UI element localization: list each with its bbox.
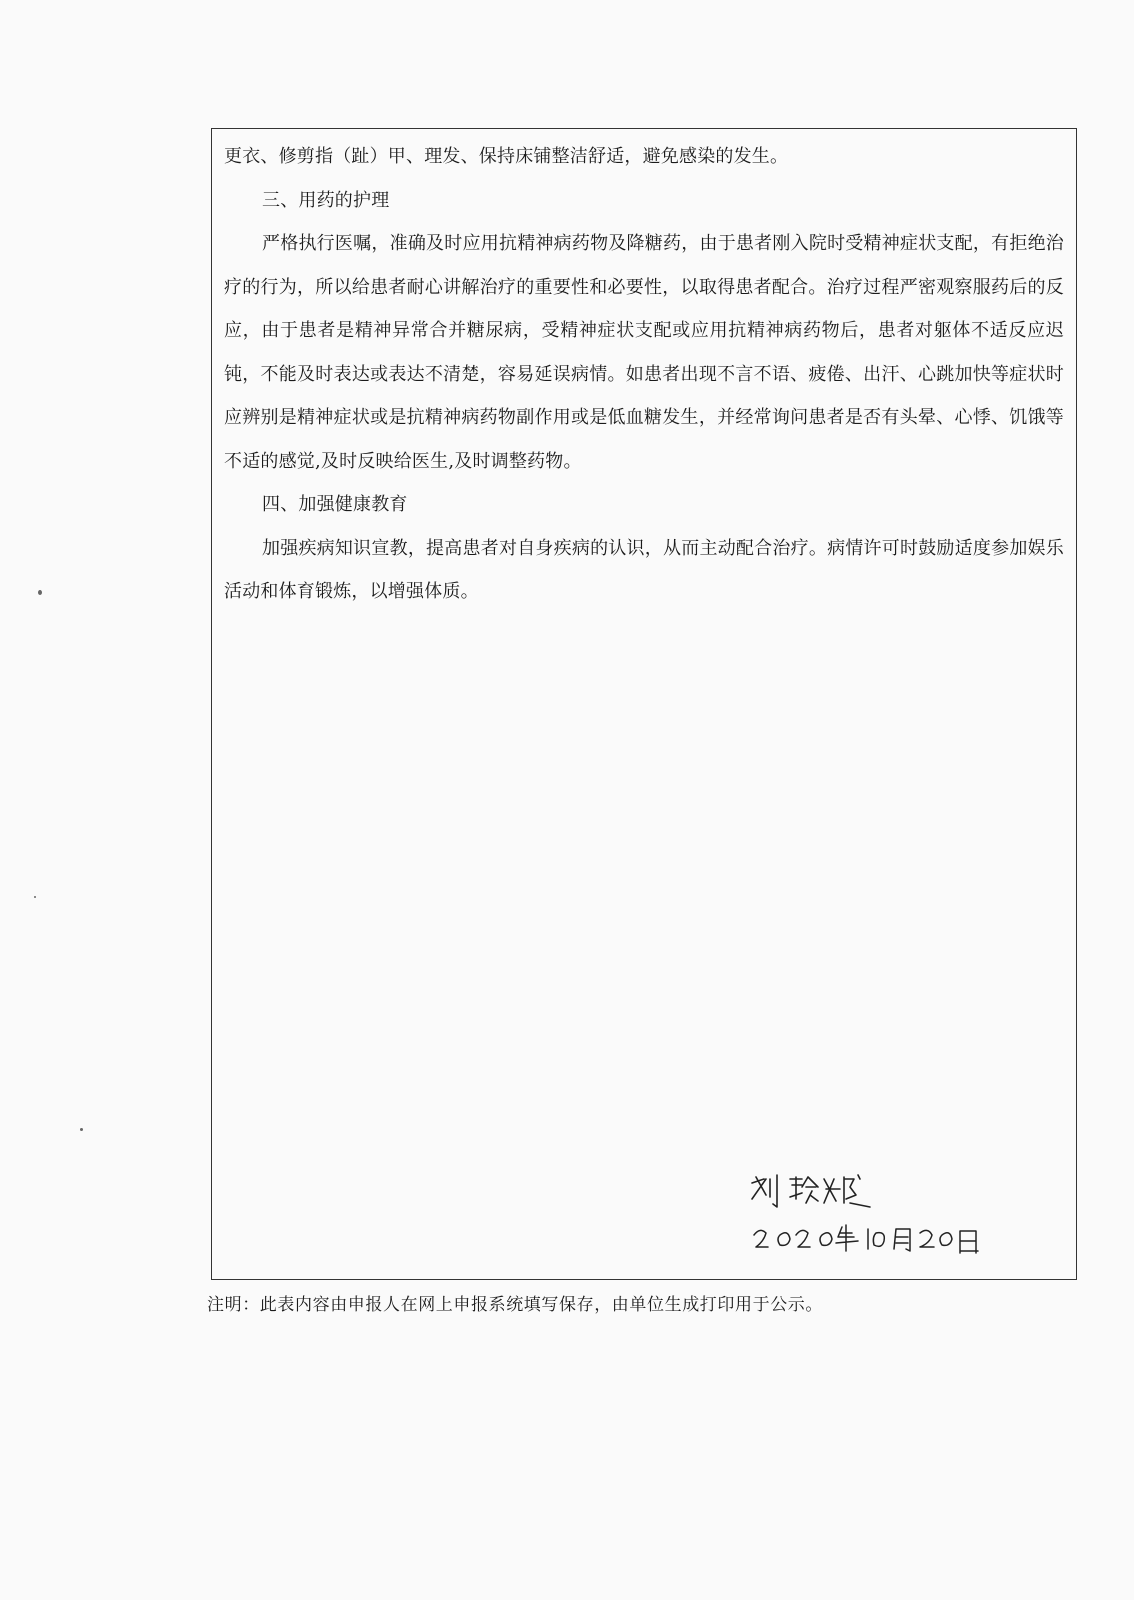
scan-speck — [34, 896, 36, 898]
paragraph-continuation: 更衣、修剪指（趾）甲、理发、保持床铺整洁舒适，避免感染的发生。 — [224, 146, 789, 167]
heading-medication-care: 三、用药的护理 — [262, 189, 390, 211]
paragraph-medication-care: 严格执行医嘱，准确及时应用抗精神病药物及降糖药，由于患者刚入院时受精神症状支配，有拒绝治疗的行为，所以给患者耐心讲解治疗的重要性和必要性，以取得患者配合。治疗过程严密观察服药后的反应，由于患者是精神异常合并糖尿病，受精神症状支配或应用抗精神病药物后，患者对躯体不适反应迟钝，不能及时表达或表达不清楚，容易延误病情。如患者出现不言不语、疲倦、出汗、心跳加快等症状时应辨别是精神症状或是抗精神病药物副作用或是低血糖发生，并经常询问患者是否有头晕、心悸、饥饿等不适的感觉,及时反映给医生,及时调整药物。 — [224, 233, 1064, 472]
footer-note: 注明：此表内容由申报人在网上申报系统填写保存，由单位生成打印用于公示。 — [207, 1295, 823, 1315]
body-text — [224, 135, 1064, 614]
heading-health-education: 四、加强健康教育 — [262, 494, 408, 515]
scan-speck — [38, 590, 42, 595]
paragraph-health-education: 加强疾病知识宣教，提高患者对自身疾病的认识，从而主动配合治疗。病情许可时鼓励适度参加娱乐活动和体育锻炼，以增强体质。 — [224, 537, 1064, 602]
scan-speck — [80, 1128, 83, 1131]
content-box — [211, 128, 1077, 1280]
handwritten-signature — [750, 1173, 990, 1273]
